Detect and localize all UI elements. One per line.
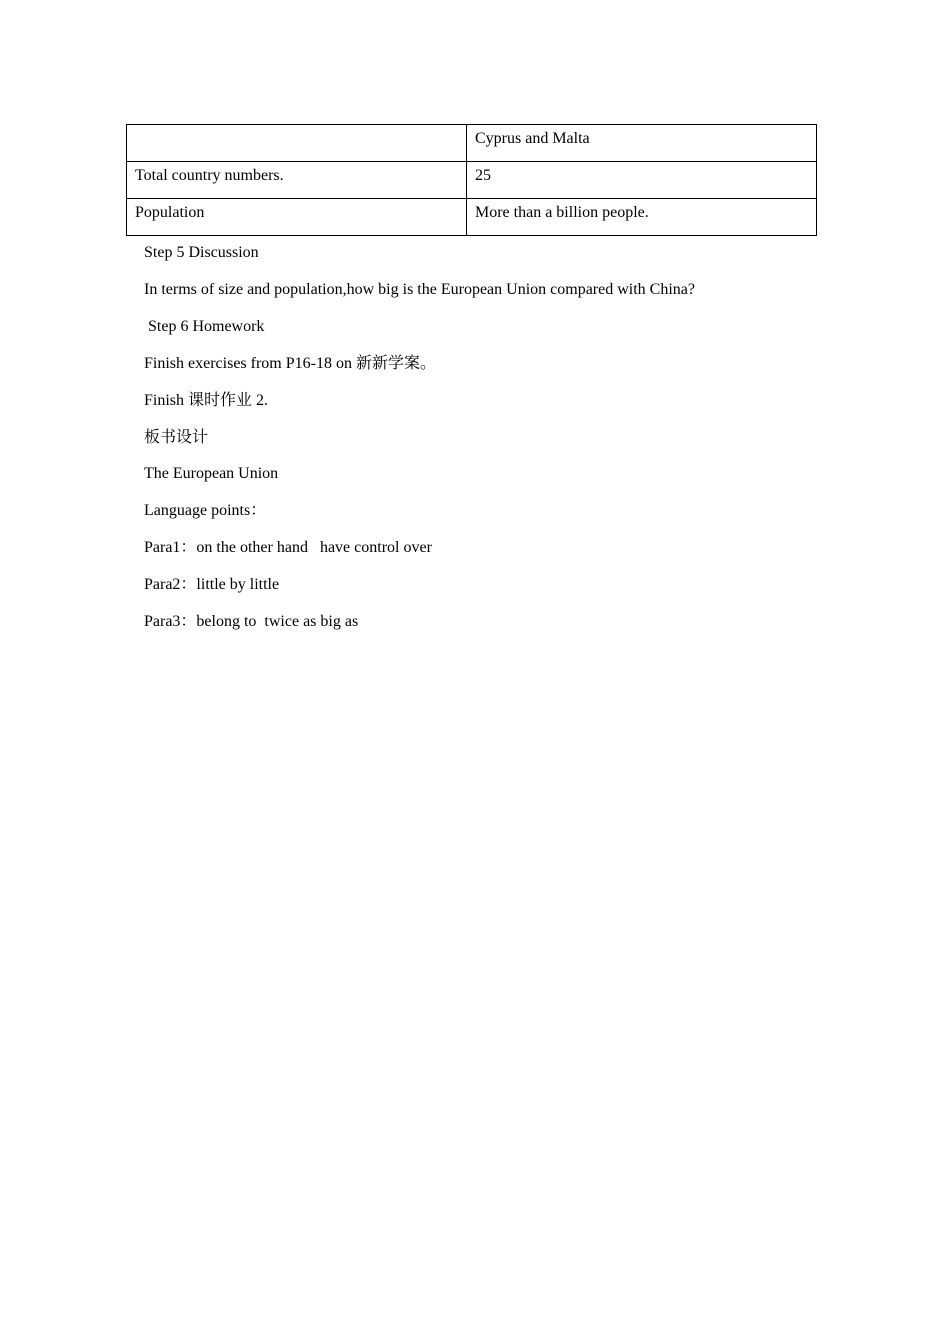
table-cell-value: More than a billion people. (467, 199, 817, 236)
homework-item-1: Finish exercises from P16-18 on 新新学案。 (144, 355, 436, 372)
table-row (127, 125, 817, 162)
step5-heading: Step 5 Discussion (144, 244, 259, 261)
table-row (127, 199, 817, 236)
table-cell-value: 25 (467, 162, 817, 199)
table-cell-label: Total country numbers. (127, 162, 467, 199)
board-title: The European Union (144, 465, 279, 482)
table-row (127, 162, 817, 199)
table-cell-label: Population (127, 199, 467, 236)
homework-item-2: Finish 课时作业 2. (144, 392, 269, 409)
para2-points: Para2：little by little (144, 576, 280, 593)
language-points-heading: Language points： (144, 502, 267, 519)
table-cell-value: Cyprus and Malta (467, 125, 817, 162)
table-cell-label (127, 125, 467, 162)
board-design-heading: 板书设计 (144, 429, 209, 446)
eu-info-table (126, 124, 817, 236)
para3-points: Para3：belong to twice as big as (144, 613, 359, 630)
discussion-question: In terms of size and population,how big is the European Union compared with China? (144, 281, 695, 298)
step6-heading: Step 6 Homework (144, 318, 265, 335)
para1-points: Para1：on the other hand have control over (144, 539, 432, 556)
